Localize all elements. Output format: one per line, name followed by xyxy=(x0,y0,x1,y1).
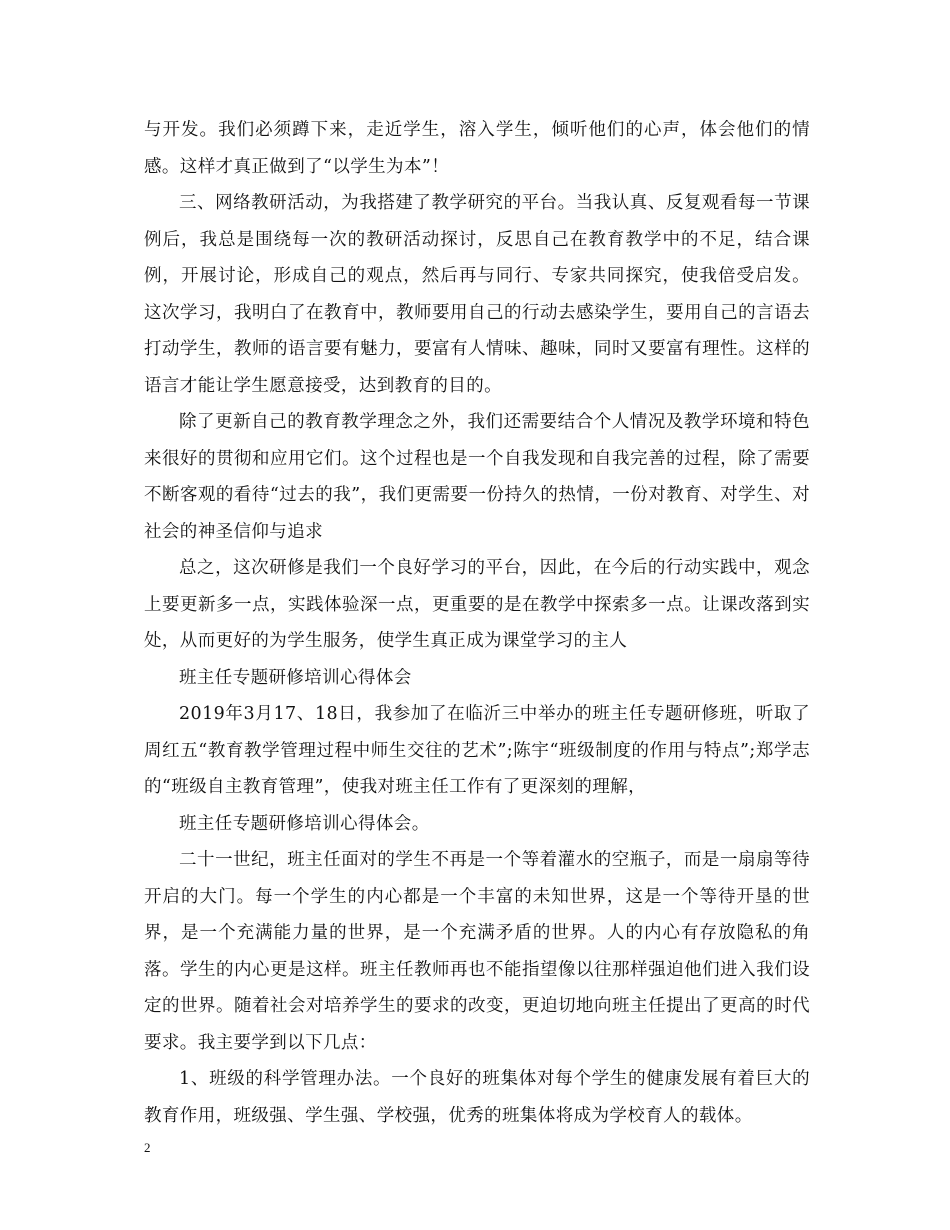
section-heading: 班主任专题研修培训心得体会 xyxy=(179,667,412,688)
paragraph-teaching-concepts: 除了更新自己的教育教学理念之外，我们还需要结合个人情况及教学环境和特色来很好的贯彻和应用它们。这个过程也是一个自我发现和自我完善的过程，除了需要不断客观的看待“过去的我”，我们更需要一份持久的热情，一份对教育、对学生、对社会的神圣信仰与追求 xyxy=(144,412,810,542)
document-body xyxy=(144,112,810,1134)
paragraph-class-management: 1、班级的科学管理办法。一个良好的班集体对每个学生的健康发展有着巨大的教育作用，班级强、学生强、学校强，优秀的班集体将成为学校育人的载体。 xyxy=(144,1069,810,1126)
paragraph-training-dates: 2019年3月17、18日，我参加了在临沂三中举办的班主任专题研修班，听取了周红五“教育教学管理过程中师生交往的艺术”;陈宇“班级制度的作用与特点”;郑学志的“班级自主教育管理”，使我对班主任工作有了更深刻的理解， xyxy=(144,704,810,797)
paragraph-continuation: 与开发。我们必须蹲下来，走近学生，溶入学生，倾听他们的心声，体会他们的情感。这样才真正做到了“以学生为本”！ xyxy=(144,120,810,177)
page-number: 2 xyxy=(144,1140,151,1155)
paragraph-21st-century: 二十一世纪，班主任面对的学生不再是一个等着灌水的空瓶子，而是一扇扇等待开启的大门。每一个学生的内心都是一个丰富的未知世界，这是一个等待开垦的世界，是一个充满能力量的世界，是一个充满矛盾的世界。人的内心有存放隐私的角落。学生的内心更是这样。班主任教师再也不能指望像以往那样强迫他们进入我们设定的世界。随着社会对培养学生的要求的改变，更迫切地向班主任提出了更高的时代要求。我主要学到以下几点： xyxy=(144,850,810,1053)
section-subheading: 班主任专题研修培训心得体会。 xyxy=(179,813,430,834)
paragraph-summary: 总之，这次研修是我们一个良好学习的平台，因此，在今后的行动实践中，观念上要更新多一点，实践体验深一点，更重要的是在教学中探索多一点。让课改落到实处，从而更好的为学生服务，使学生真正成为课堂学习的主人 xyxy=(144,558,810,651)
paragraph-network-research: 三、网络教研活动，为我搭建了教学研究的平台。当我认真、反复观看每一节课例后，我总是围绕每一次的教研活动探讨，反思自己在教育教学中的不足，结合课例，开展讨论，形成自己的观点，然后再与同行、专家共同探究，使我倍受启发。 这次学习，我明白了在教育中，教师要用自己的行动去感染学生，要用自己的言语去打动学生，教师的语言要有魅力，要富有人情味、趣味，同时又要富有理性。这样的语言才能让学生愿意接受，达到教育的目的。 xyxy=(144,193,810,396)
